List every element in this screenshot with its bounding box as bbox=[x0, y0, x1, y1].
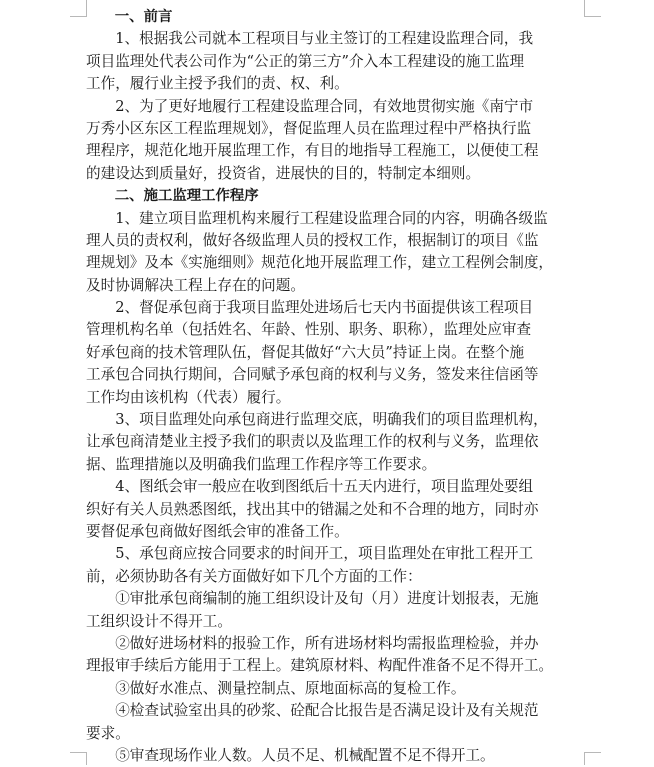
document-body bbox=[86, 6, 604, 767]
text-line: 工作均由该机构（代表）履行。 bbox=[86, 388, 291, 406]
crop-mark-top-left bbox=[70, 0, 87, 17]
text-line: 工组织设计不得开工。 bbox=[86, 612, 232, 630]
text-line: 据、监理措施以及明确我们监理工作程序等工作要求。 bbox=[86, 455, 437, 473]
text-line: 理报审手续后方能用于工程上。建筑原材料、构配件准备不足不得开工。 bbox=[86, 657, 554, 675]
section-heading-procedure: 二、施工监理工作程序 bbox=[86, 188, 259, 205]
text-line: 2、督促承包商于我项目监理处进场后七天内书面提供该工程项目 bbox=[86, 299, 534, 317]
text-line: 要督促承包商做好图纸会审的准备工作。 bbox=[86, 522, 349, 540]
text-line: ⑤审查现场作业人数。人员不足、机械配置不足不得开工。 bbox=[86, 746, 495, 764]
text-line: ②做好进场材料的报验工作，所有进场材料均需报监理检验，并办 bbox=[86, 634, 539, 652]
text-line: ①审批承包商编制的施工组织设计及旬（月）进度计划报表，无施 bbox=[86, 590, 539, 608]
text-line: 理程序，规范化地开展监理工作，有目的地指导工程施工，以便使工程 bbox=[86, 142, 539, 160]
text-line: 项目监理处代表公司作为“公正的第三方”介入本工程建设的施工监理 bbox=[86, 52, 525, 70]
text-line: 及时协调解决工程上存在的问题。 bbox=[86, 276, 305, 294]
text-line: 1、根据我公司就本工程项目与业主签订的工程建设监理合同，我 bbox=[86, 30, 534, 48]
text-line: 万秀小区东区工程监理规划》，督促监理人员在监理过程中严格执行监 bbox=[86, 119, 532, 137]
text-line: 3、项目监理处向承包商进行监理交底，明确我们的项目监理机构， bbox=[86, 411, 548, 429]
text-line: 要求。 bbox=[86, 724, 130, 742]
text-line: 工作，履行业主授予我们的责、权、利。 bbox=[86, 75, 349, 93]
text-line: ④检查试验室出具的砂浆、砼配合比报告是否满足设计及有关规范 bbox=[86, 702, 539, 720]
text-line: 理人员的责权利，做好各级监理人员的授权工作，根据制订的项目《监 bbox=[86, 231, 539, 249]
text-line: 1、建立项目监理机构来履行工程建设监理合同的内容，明确各级监 bbox=[86, 209, 548, 227]
section-heading-preface: 一、前言 bbox=[86, 9, 173, 25]
text-line: 2、为了更好地履行工程建设监理合同，有效地贯彻实施《南宁市 bbox=[86, 97, 534, 115]
text-line: 理规划》及本《实施细则》规范化地开展监理工作，建立工程例会制度， bbox=[86, 254, 554, 272]
text-line: 工承包合同执行期间，合同赋予承包商的权利与义务，签发来往信函等 bbox=[86, 366, 539, 384]
text-line: 5、承包商应按合同要求的时间开工，项目监理处在审批工程开工 bbox=[86, 545, 534, 563]
text-line: 的建设达到质量好，投资省，进展快的目的，特制定本细则。 bbox=[86, 164, 481, 182]
text-line: 好承包商的技术管理队伍，督促其做好“六大员”持证上岗。在整个施 bbox=[86, 343, 525, 361]
text-line: 管理机构名单（包括姓名、年龄、性别、职务、职称），监理处应审查 bbox=[86, 321, 532, 339]
text-line: 织好有关人员熟悉图纸，找出其中的错漏之处和不合理的地方，同时亦 bbox=[86, 500, 539, 518]
text-line: ③做好水准点、测量控制点、原地面标高的复检工作。 bbox=[86, 679, 466, 697]
text-line: 前，必须协助各有关方面做好如下几个方面的工作： bbox=[86, 567, 422, 585]
text-line: 4、图纸会审一般应在收到图纸后十五天内进行，项目监理处要组 bbox=[86, 478, 534, 496]
crop-mark-bottom-left bbox=[70, 752, 87, 765]
text-line: 让承包商清楚业主授予我们的职责以及监理工作的权利与义务，监理依 bbox=[86, 433, 539, 451]
